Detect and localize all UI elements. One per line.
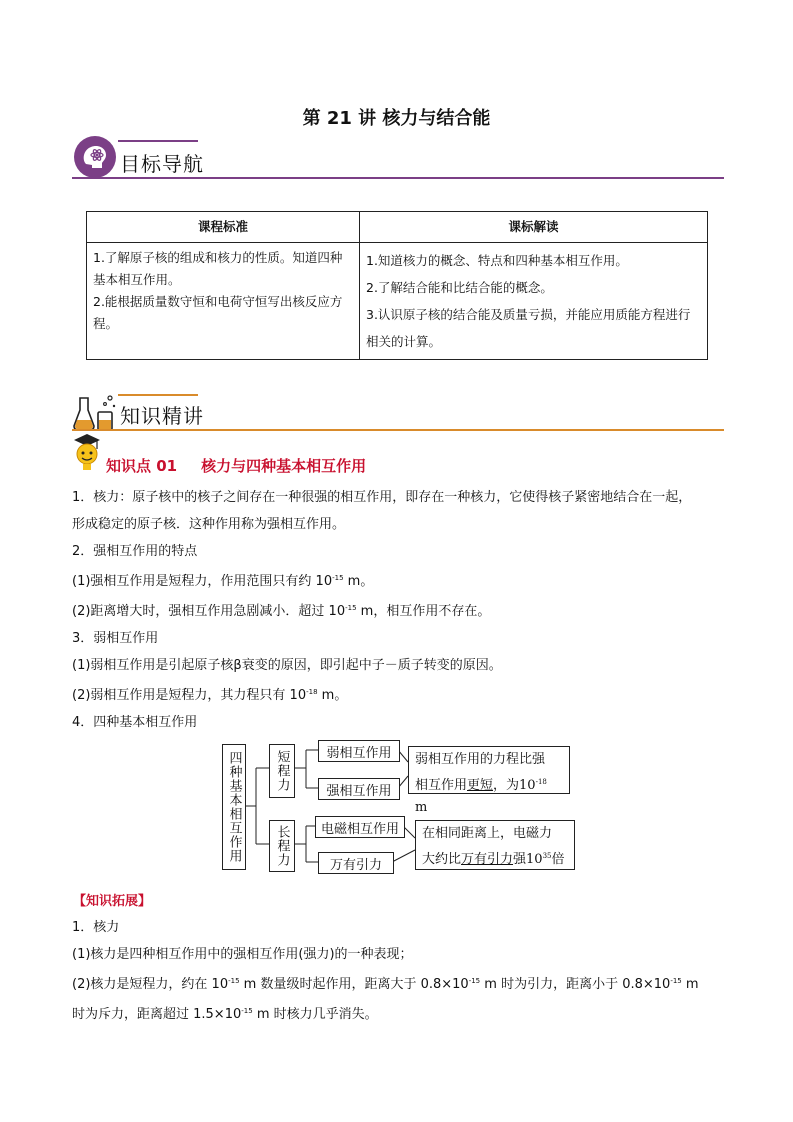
section-top-accent xyxy=(118,394,198,396)
section-label-goal: 目标导航 xyxy=(120,152,204,176)
section-header-goal xyxy=(72,134,724,182)
diagram-short-range: 短程力 xyxy=(269,744,295,798)
body-line: 1．核力 xyxy=(72,920,120,935)
knowledge-point-index: 知识点 01 xyxy=(106,457,178,475)
interpretation-item: 1.知道核力的概念、特点和四种基本相互作用。 xyxy=(366,253,628,268)
extension-text xyxy=(72,914,724,1028)
table-cell-interpretation xyxy=(360,243,708,360)
table-cell-standards xyxy=(87,243,360,360)
diagram-strong: 强相互作用 xyxy=(318,778,400,800)
body-line: 时为斥力，距离超过 $1.5\times 10^{-15}$ m 时核力几乎消失。 xyxy=(72,1007,378,1022)
standards-table xyxy=(86,211,708,360)
body-line: 形成稳定的原子核．这种作用称为强相互作用。 xyxy=(72,517,346,532)
body-line: 4．四种基本相互作用 xyxy=(72,715,198,730)
diagram-electromagnetic: 电磁相互作用 xyxy=(315,816,405,838)
body-line: 3．弱相互作用 xyxy=(72,631,159,646)
body-text xyxy=(72,484,724,736)
section-label-knowledge: 知识精讲 xyxy=(120,404,204,428)
section-top-accent xyxy=(118,140,198,142)
standard-item: 1.了解原子核的组成和核力的性质。知道四种基本相互作用。 xyxy=(93,250,343,287)
body-line: (1)弱相互作用是引起原子核β衰变的原因，即引起中子－质子转变的原因。 xyxy=(72,658,502,673)
section-divider xyxy=(72,177,724,179)
body-line: (2)距离增大时，强相互作用急剧减小．超过 $10^{-15}$ m，相互作用不存在。 xyxy=(72,604,491,619)
body-line: 2．强相互作用的特点 xyxy=(72,544,198,559)
diagram-desc-short: 弱相互作用的力程比强 相互作用更短，为$10^{-18}$ m xyxy=(408,746,570,794)
diagram-weak: 弱相互作用 xyxy=(318,740,400,762)
body-line: (2)弱相互作用是短程力，其力程只有 $10^{-18}$ m。 xyxy=(72,688,348,703)
graduate-mascot-icon xyxy=(70,432,104,472)
body-line: (1)强相互作用是短程力，作用范围只有约 $10^{-15}$ m。 xyxy=(72,574,374,589)
diagram-long-range: 长程力 xyxy=(269,820,295,872)
extension-title: 【知识拓展】 xyxy=(73,894,152,909)
table-header: 课标解读 xyxy=(360,212,708,243)
interpretation-item: 3.认识原子核的结合能及质量亏损，并能应用质能方程进行相关的计算。 xyxy=(366,307,691,349)
page-title: 第 21 讲 核力与结合能 xyxy=(302,108,491,129)
section-divider xyxy=(72,429,724,431)
knowledge-point-name: 核力与四种基本相互作用 xyxy=(201,457,367,475)
body-line: 1．核力：原子核中的核子之间存在一种很强的相互作用，即存在一种核力，它使得核子紧密地结合在一起， xyxy=(72,490,692,505)
section-header-knowledge xyxy=(72,388,724,436)
diagram-root: 四种基本相互作用 xyxy=(222,744,246,870)
brain-atom-icon xyxy=(72,134,118,180)
body-line: (2)核力是短程力，约在 $10^{-15}$ m 数量级时起作用，距离大于 $0.8\times 10^{-15}$ m 时为引力，距离小于 $0.8\times 10^{-15}$ m xyxy=(72,977,699,992)
diagram-gravity: 万有引力 xyxy=(318,852,394,874)
diagram-desc-long: 在相同距离上，电磁力 大约比万有引力强$10^{35}$倍 xyxy=(415,820,575,870)
interpretation-item: 2.了解结合能和比结合能的概念。 xyxy=(366,280,553,295)
flask-beaker-icon xyxy=(72,388,118,434)
knowledge-point-title xyxy=(106,455,366,476)
table-header: 课程标准 xyxy=(87,212,360,243)
body-line: (1)核力是四种相互作用中的强相互作用(强力)的一种表现； xyxy=(72,947,413,962)
interactions-diagram xyxy=(220,738,580,874)
standard-item: 2.能根据质量数守恒和电荷守恒写出核反应方程。 xyxy=(93,294,343,331)
